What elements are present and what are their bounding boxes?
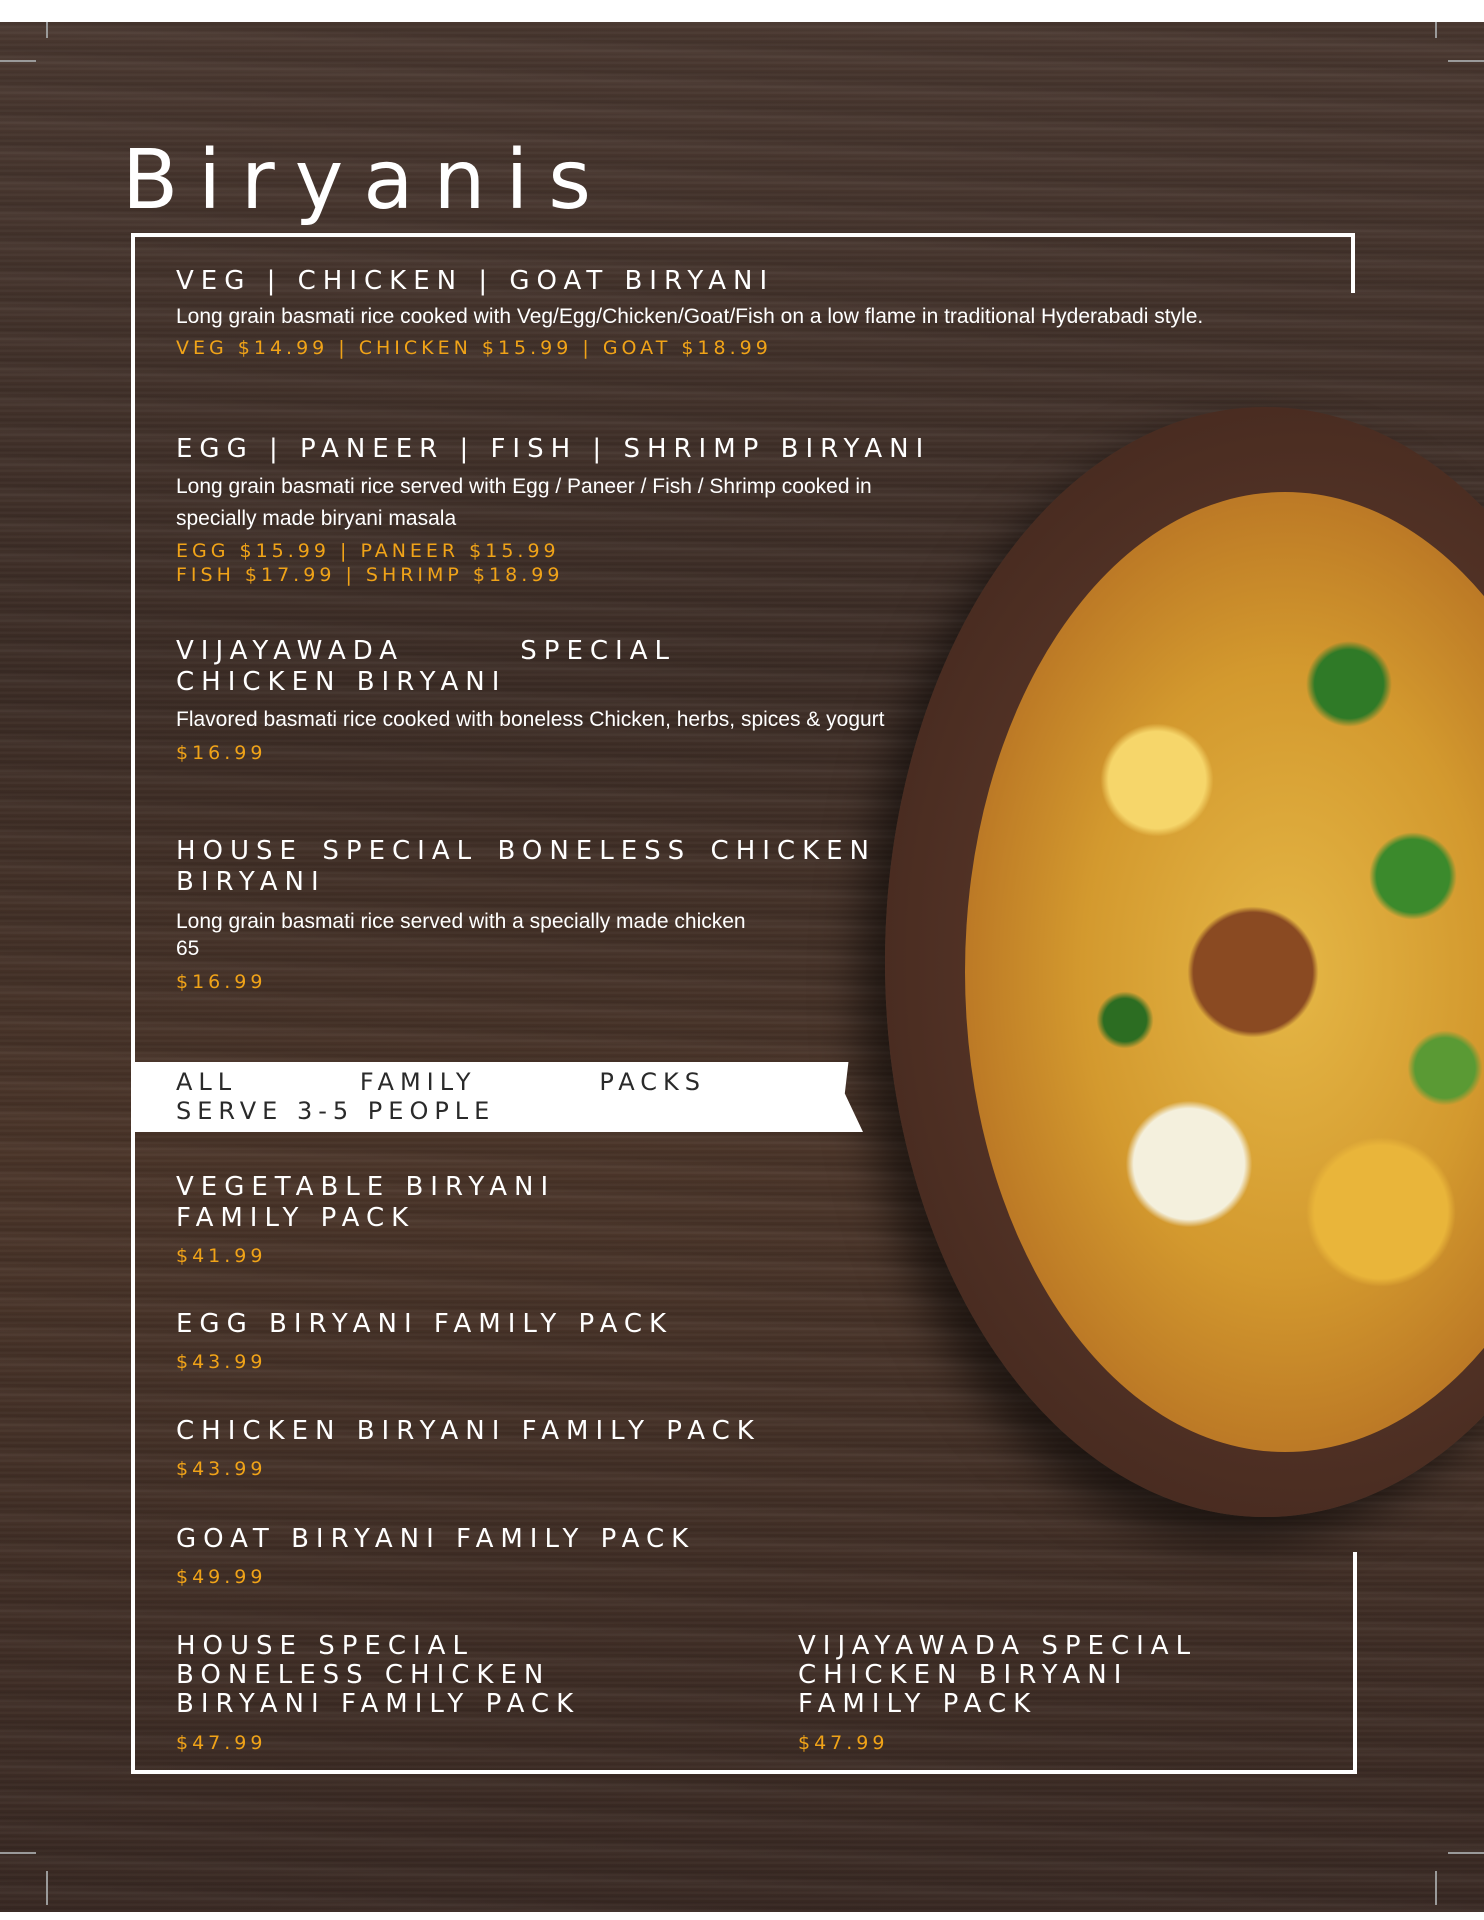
crop-mark — [1435, 22, 1437, 38]
crop-mark — [0, 1852, 36, 1854]
banner-word: FAMILY — [359, 1068, 477, 1096]
frame-bottom — [131, 1770, 1357, 1774]
banner-word: PACKS — [599, 1068, 706, 1096]
family-pack-banner-text — [176, 1068, 736, 1126]
item-name: VIJAYAWADA SPECIAL CHICKEN BIRYANI FAMILY PACK — [798, 1631, 1198, 1719]
item-price: $47.99 — [798, 1732, 889, 1754]
item-name: GOAT BIRYANI FAMILY PACK — [176, 1524, 696, 1554]
banner-line-1 — [176, 1068, 706, 1097]
page-title: Biryanis — [122, 133, 612, 228]
family-pack-item — [798, 1632, 1248, 1755]
family-pack-item — [176, 1632, 646, 1755]
frame-top — [131, 233, 1355, 237]
frame-bottom-right — [1353, 1552, 1357, 1774]
item-price: $43.99 — [176, 1351, 267, 1373]
crop-mark — [46, 1871, 48, 1905]
item-price: $47.99 — [176, 1732, 267, 1754]
item-name: CHICKEN BIRYANI FAMILY PACK — [176, 1416, 761, 1446]
item-price: $16.99 — [176, 971, 267, 993]
item-price: VEG $14.99 | CHICKEN $15.99 | GOAT $18.99 — [176, 337, 772, 359]
family-pack-item — [176, 1309, 876, 1374]
menu-item — [176, 836, 876, 994]
crop-mark — [1435, 1871, 1437, 1905]
family-pack-item — [176, 1172, 616, 1268]
item-name: VIJAYAWADA SPECIAL CHICKEN BIRYANI — [176, 636, 676, 697]
crop-mark — [1448, 1852, 1484, 1854]
item-price: $16.99 — [176, 742, 267, 764]
item-price: EGG $15.99 | PANEER $15.99 — [176, 540, 560, 562]
frame-left — [131, 233, 135, 1774]
frame-top-right — [1351, 233, 1355, 293]
item-price: $49.99 — [176, 1566, 267, 1588]
item-name: EGG | PANEER | FISH | SHRIMP BIRYANI — [176, 434, 931, 464]
crop-mark — [46, 22, 48, 38]
item-description: Long grain basmati rice served with Egg / Paneer / Fish / Shrimp cooked in specially made biryani masala — [176, 475, 872, 530]
banner-line-2: SERVE 3-5 PEOPLE — [176, 1097, 496, 1125]
item-price: $43.99 — [176, 1458, 267, 1480]
crop-mark — [0, 60, 36, 62]
menu-page — [0, 22, 1484, 1912]
item-name: HOUSE SPECIAL BONELESS CHICKEN BIRYANI FAMILY PACK — [176, 1631, 581, 1719]
menu-item — [176, 636, 896, 765]
family-pack-item — [176, 1524, 876, 1589]
item-description: Long grain basmati rice served with a specially made chicken 65 — [176, 910, 746, 960]
item-name: VEGETABLE BIRYANI FAMILY PACK — [176, 1172, 556, 1233]
item-name: EGG BIRYANI FAMILY PACK — [176, 1309, 674, 1339]
item-name: HOUSE SPECIAL BONELESS CHICKEN BIRYANI — [176, 836, 876, 897]
item-price: $41.99 — [176, 1245, 267, 1267]
item-price: FISH $17.99 | SHRIMP $18.99 — [176, 564, 564, 586]
item-description: Long grain basmati rice cooked with Veg/Egg/Chicken/Goat/Fish on a low flame in traditional Hyderabadi style. — [176, 305, 1204, 328]
menu-item — [176, 266, 1266, 360]
menu-item — [176, 434, 976, 587]
banner-word: ALL — [176, 1068, 238, 1096]
item-description: Flavored basmati rice cooked with boneless Chicken, herbs, spices & yogurt — [176, 708, 885, 731]
crop-mark — [1448, 60, 1484, 62]
item-name: VEG | CHICKEN | GOAT BIRYANI — [176, 266, 775, 296]
family-pack-item — [176, 1416, 876, 1481]
